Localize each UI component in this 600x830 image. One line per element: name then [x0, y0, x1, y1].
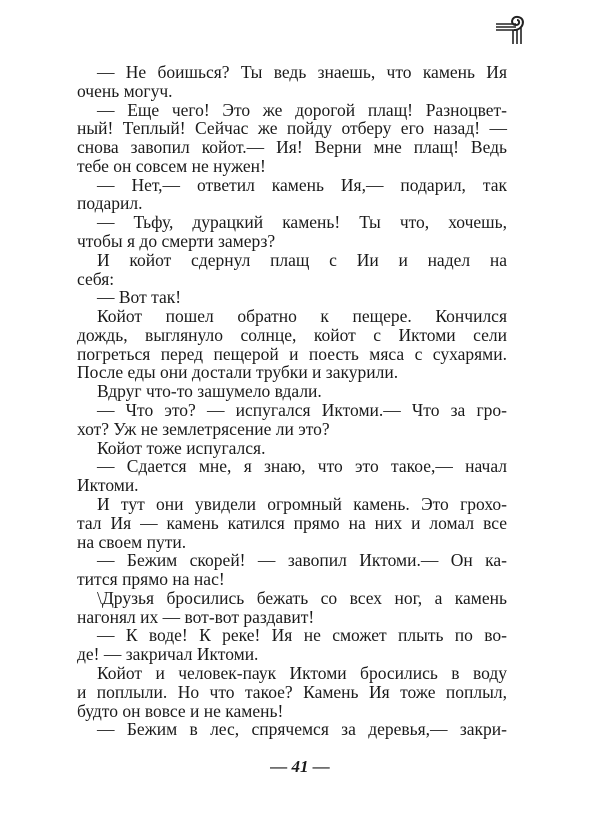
text-line: Койот тоже испугался.	[97, 437, 266, 458]
text-line: И койот сдернул плащ с Ии и надел на	[97, 249, 507, 270]
text-line: де! — закричал Иктоми.	[77, 644, 259, 665]
text-line: очень могуч.	[77, 80, 173, 101]
text-line: — Еще чего! Это же дорогой плащ! Разноцвет-	[97, 99, 507, 120]
text-line: себя:	[77, 268, 115, 289]
text-line: И тут они увидели огромный камень. Это грохо-	[97, 493, 507, 514]
text-line: — Нет,— ответил камень Ия,— подарил, так	[97, 174, 507, 195]
text-line: на своем пути.	[77, 531, 187, 552]
text-line: хот? Уж не землетрясение ли это?	[77, 418, 330, 439]
text-line: \Друзья бросились бежать со всех ног, а камень	[97, 587, 507, 608]
page-number: — 41 —	[270, 757, 330, 776]
text-line: — Бежим скорей! — завопил Иктоми.— Он ка-	[97, 550, 507, 571]
text-line: подарил.	[77, 193, 143, 214]
text-line: Иктоми.	[77, 475, 139, 496]
text-line: и поплыли. Но что такое? Камень Ия тоже поплыл,	[77, 681, 507, 702]
text-line: — Не боишься? Ты ведь знаешь, что камень Ия	[97, 62, 507, 82]
text-line: Койот и человек-паук Иктоми бросились в воду	[97, 662, 507, 683]
text-line: — Вот так!	[97, 287, 182, 308]
text-line: будто он вовсе и не камень!	[77, 700, 284, 721]
text-line: дождь, выглянуло солнце, койот с Иктоми сели	[77, 324, 507, 345]
text-line: тится прямо на нас!	[77, 569, 225, 590]
text-line: нагонял их — вот-вот раздавит!	[77, 606, 315, 627]
text-line: — Тьфу, дурацкий камень! Ты что, хочешь,	[97, 212, 507, 233]
text-line: тебе он совсем не нужен!	[77, 155, 266, 176]
text-line: Вдруг что-то зашумело вдали.	[97, 381, 322, 402]
text-line: — К воде! К реке! Ия не сможет плыть по во-	[97, 625, 507, 646]
text-line: погреться перед пещерой и поесть мяса с сухарями.	[77, 343, 507, 364]
text-line: — Сдается мне, я знаю, что это такое,— начал	[97, 456, 507, 477]
text-line: — Что это? — испугался Иктоми.— Что за гро-	[97, 400, 507, 421]
text-line: тал Ия — камень катился прямо на них и ломал все	[77, 512, 507, 533]
text-line: чтобы я до смерти замерз?	[77, 231, 276, 252]
text-line: снова завопил койот.— Ия! Верни мне плащ! Ведь	[77, 137, 507, 158]
text-line: ный! Теплый! Сейчас же пойду отберу его назад! —	[77, 118, 507, 139]
text-line: Койот пошел обратно к пещере. Кончился	[97, 306, 507, 327]
text-line: После еды они достали трубки и закурили.	[77, 362, 399, 383]
book-ornament-icon	[494, 14, 528, 48]
text-line: — Бежим в лес, спрячемся за деревья,— закри-	[97, 719, 507, 740]
